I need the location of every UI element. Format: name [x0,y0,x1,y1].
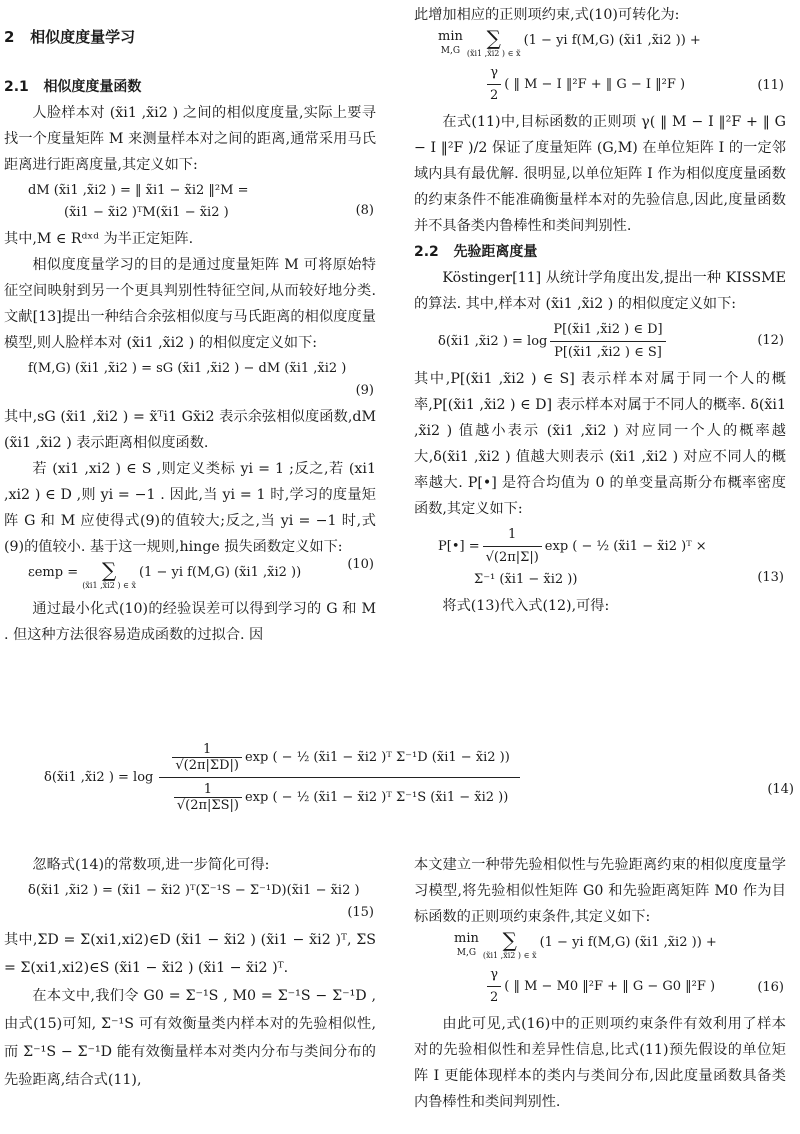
paragraph: 在本文中,我们令 G0 = Σ⁻¹S , M0 = Σ⁻¹S − Σ⁻¹D ,由式(15)可知, Σ⁻¹S 可有效衡量类内样本对的先验相似性,而 Σ⁻¹S − Σ⁻¹D 能有效衡量样本对类内分布与类间分布的先验距离,结合式(11), [4,988,376,1088]
equation-number: (8) [355,203,374,218]
equation-8 [4,178,376,226]
equation-term: exp ( − ½ (x̃i1 − x̃i2 )ᵀ Σ⁻¹S (x̃i1 − x̃i2 )) [244,790,509,805]
fraction: $\frac{P[(x̃i1 ,x̃i2 ) \in D]}{P[(x̃i1 ,x̃i2 ) \in S]}$ [550,319,665,364]
equation-line: f(M,G) (x̃i1 ,x̃i2 ) = sG (x̃i1 ,x̃i2 ) − dM (x̃i1 ,x̃i2 ) [28,361,347,376]
paragraph: 此增加相应的正则项约束,式(10)可转化为: [414,7,680,23]
bottom-left-column [4,852,376,1094]
equation-lhs: δ(x̃i1 ,x̃i2 ) = log [438,333,548,349]
equation-line: Σ⁻¹ (x̃i1 − x̃i2 )) [474,572,578,587]
equation-number: (16) [757,980,784,995]
equation-number: (15) [347,905,374,920]
paragraph: 人脸样本对 (x̃i1 ,x̃i2 ) 之间的相似度度量,实际上要寻找一个度量矩阵 M 来测量样本对之间的距离,通常采用马氏距离进行距离度量,其定义如下: [4,105,376,173]
min-operator: min M,G [438,29,463,56]
subsection-number: 2.2 [414,244,439,260]
equation-11 [414,28,786,109]
paragraph: 通过最小化式(10)的经验误差可以得到学习的 G 和 M . 但这种方法很容易造成函数的过拟合. 因 [4,601,376,643]
equation-number: (11) [757,78,784,93]
equation-line: ( ‖ M − M0 ‖²F + ‖ G − G0 ‖²F ) [504,978,716,994]
equation-line: ( ‖ M − I ‖²F + ‖ G − I ‖²F ) [504,76,686,92]
equation-16 [414,930,786,1011]
fraction: $\frac{1}{√(2\pi|\Sigma|)}$ [483,524,542,569]
paragraph: Köstinger[11] 从统计学角度出发,提出一种 KISSME 的算法. 其中,样本对 (x̃i1 ,x̃i2 ) 的相似度定义如下: [414,270,786,312]
paragraph: 相似度度量学习的目的是通过度量矩阵 M 可将原始特征空间映射到另一个更具判别性特征空间,从而较好地分类.文献[13]提出一种结合余弦相似度与马氏距离的相似度度量模型,则人脸样本对 (x̃i1 ,x̃i2 ) 的相似度定义如下: [4,257,376,351]
equation-9 [4,356,376,404]
equation-line: dM (x̃i1 ,x̃i2 ) = ‖ x̃i1 − x̃i2 ‖²M = [28,183,249,198]
equation-12 [414,317,786,366]
equation-lhs: δ(x̃i1 ,x̃i2 ) = log [44,770,154,785]
equation-number: (13) [757,570,784,585]
bottom-right-column [414,852,786,1115]
min-operator: min M,G [454,931,479,958]
equation-term: exp ( − ½ (x̃i1 − x̃i2 )ᵀ Σ⁻¹D (x̃i1 − x̃i2 )) [244,750,510,765]
paragraph: 其中,M ∈ Rᵈˣᵈ 为半正定矩阵. [4,231,194,247]
left-column [4,24,376,648]
equation-line: δ(x̃i1 ,x̃i2 ) = (x̃i1 − x̃i2 )ᵀ(Σ⁻¹S − Σ⁻¹D)(x̃i1 − x̃i2 ) [28,883,360,898]
equation-line: exp ( − ½ (x̃i1 − x̃i2 )ᵀ × [544,538,707,554]
paragraph: 由此可见,式(16)中的正则项约束条件有效利用了样本对的先验相似性和差异性信息,比式(11)预先假设的单位矩阵 I 更能体现样本的类内与类间分布,因此度量函数具备类内鲁棒性和类间判别性. [414,1016,786,1110]
equation-lhs: P[•] = [438,538,480,554]
paragraph: 在式(11)中,目标函数的正则项 γ( ‖ M − I ‖²F + ‖ G − I ‖²F )/2 保证了度量矩阵 (G,M) 在单位矩阵 I 的一定邻域内具有最优解. 很明显,以单位矩阵 I 作为相似度度量函数的约束条件不能准确衡量样本对的先验信息,因此,度量函数并不具备类内鲁棒性和类间判别性. [414,114,786,234]
sum-operator: ∑ (x̃i1 ,x̃i2 ) ∈ x̃ [482,928,537,960]
paragraph: 将式(13)代入式(12),可得: [442,598,610,614]
equation-number: (12) [757,333,784,348]
sum-operator: ∑ (x̃i1 ,x̃i2 ) ∈ x̃ [82,558,136,590]
subsection-number: 2.1 [4,79,29,95]
equation-number: (14) [767,782,794,797]
paragraph: 其中,P[(x̃i1 ,x̃i2 ) ∈ S] 表示样本对属于同一个人的概率,P[(x̃i1 ,x̃i2 ) ∈ D] 表示样本对属于不同人的概率. δ(x̃i1 ,x̃i2 ) 值越小表示 (x̃i1 ,x̃i2 ) 对应同一个人的概率越大,δ(x̃i1 ,x̃i2 ) 值越大则表示 (x̃i1 ,x̃i2 ) 对应不同人的概率越大. P[•] 是符合均值为 0 的单变量高斯分布概率密度函数,其定义如下: [414,371,786,517]
paragraph: 忽略式(14)的常数项,进一步简化可得: [32,857,270,873]
subsection-heading-2-2 [414,239,786,265]
subsection-title: 先验距离度量 [453,244,538,260]
equation-number: (9) [355,383,374,398]
paragraph: 若 (xi1 ,xi2 ) ∈ S ,则定义类标 yi = 1 ;反之,若 (xi1 ,xi2 ) ∈ D ,则 yi = −1 . 因此,当 yi = 1 时,学习的度量矩阵 G 和 M 应使得式(9)的值较大;反之,当 yi = −1 时,式(9)的值较小. 基于这一规则,hinge 损失函数定义如下: [4,461,376,555]
big-fraction: $\frac{1}{√(2\pi|\Sigma D|)}$ exp ( − ½ (x̃i1 − x̃i2 )ᵀ Σ⁻¹D (x̃i1 − x̃i2 )) $\frac{1}{√(2\pi|\Sigma S|)}$ exp ( − ½ (x̃i1 − x̃i2 )ᵀ Σ⁻¹S (x̃i1 − x̃i2 )) [159,742,519,813]
paragraph: 其中,sG (x̃i1 ,x̃i2 ) = x̃ᵀi1 Gx̃i2 表示余弦相似度函数,dM (x̃i1 ,x̃i2 ) 表示距离相似度函数. [4,409,376,451]
section-number: 2 [4,28,15,46]
equation-lhs: εemp = [28,565,79,580]
equation-number: (10) [347,557,374,572]
equation-13 [414,522,786,593]
equation-rhs: (1 − yi f(M,G) (x̃i1 ,x̃i2 )) [138,565,302,580]
equation-10 [4,557,376,596]
subsection-title: 相似度度量函数 [43,79,142,95]
right-column [414,2,786,619]
equation-14 [0,742,800,813]
paragraph: 本文建立一种带先验相似性与先验距离约束的相似度度量学习模型,将先验相似性矩阵 G0 和先验距离矩阵 M0 作为目标函数的正则项约束条件,其定义如下: [414,857,786,925]
paragraph: 其中,ΣD = Σ(xi1,xi2)∈D (x̃i1 − x̃i2 ) (x̃i1 − x̃i2 )ᵀ, ΣS = Σ(xi1,xi2)∈S (x̃i1 − x̃i2 ) (x̃i1 − x̃i2 )ᵀ. [4,932,376,976]
subsection-heading-2-1 [4,74,376,100]
section-title: 相似度度量学习 [30,28,136,46]
fraction: $\frac{\gamma}{2}$ [487,964,501,1009]
equation-line: (x̃i1 − x̃i2 )ᵀM(x̃i1 − x̃i2 ) [64,205,229,220]
fraction: $\frac{\gamma}{2}$ [487,62,501,107]
equation-15 [4,878,376,926]
equation-line: (1 − yi f(M,G) (x̃i1 ,x̃i2 )) + [523,33,701,48]
equation-line: (1 − yi f(M,G) (x̃i1 ,x̃i2 )) + [539,935,717,950]
sum-operator: ∑ (x̃i1 ,x̃i2 ) ∈ x̃ [466,26,521,58]
section-heading [4,24,376,50]
